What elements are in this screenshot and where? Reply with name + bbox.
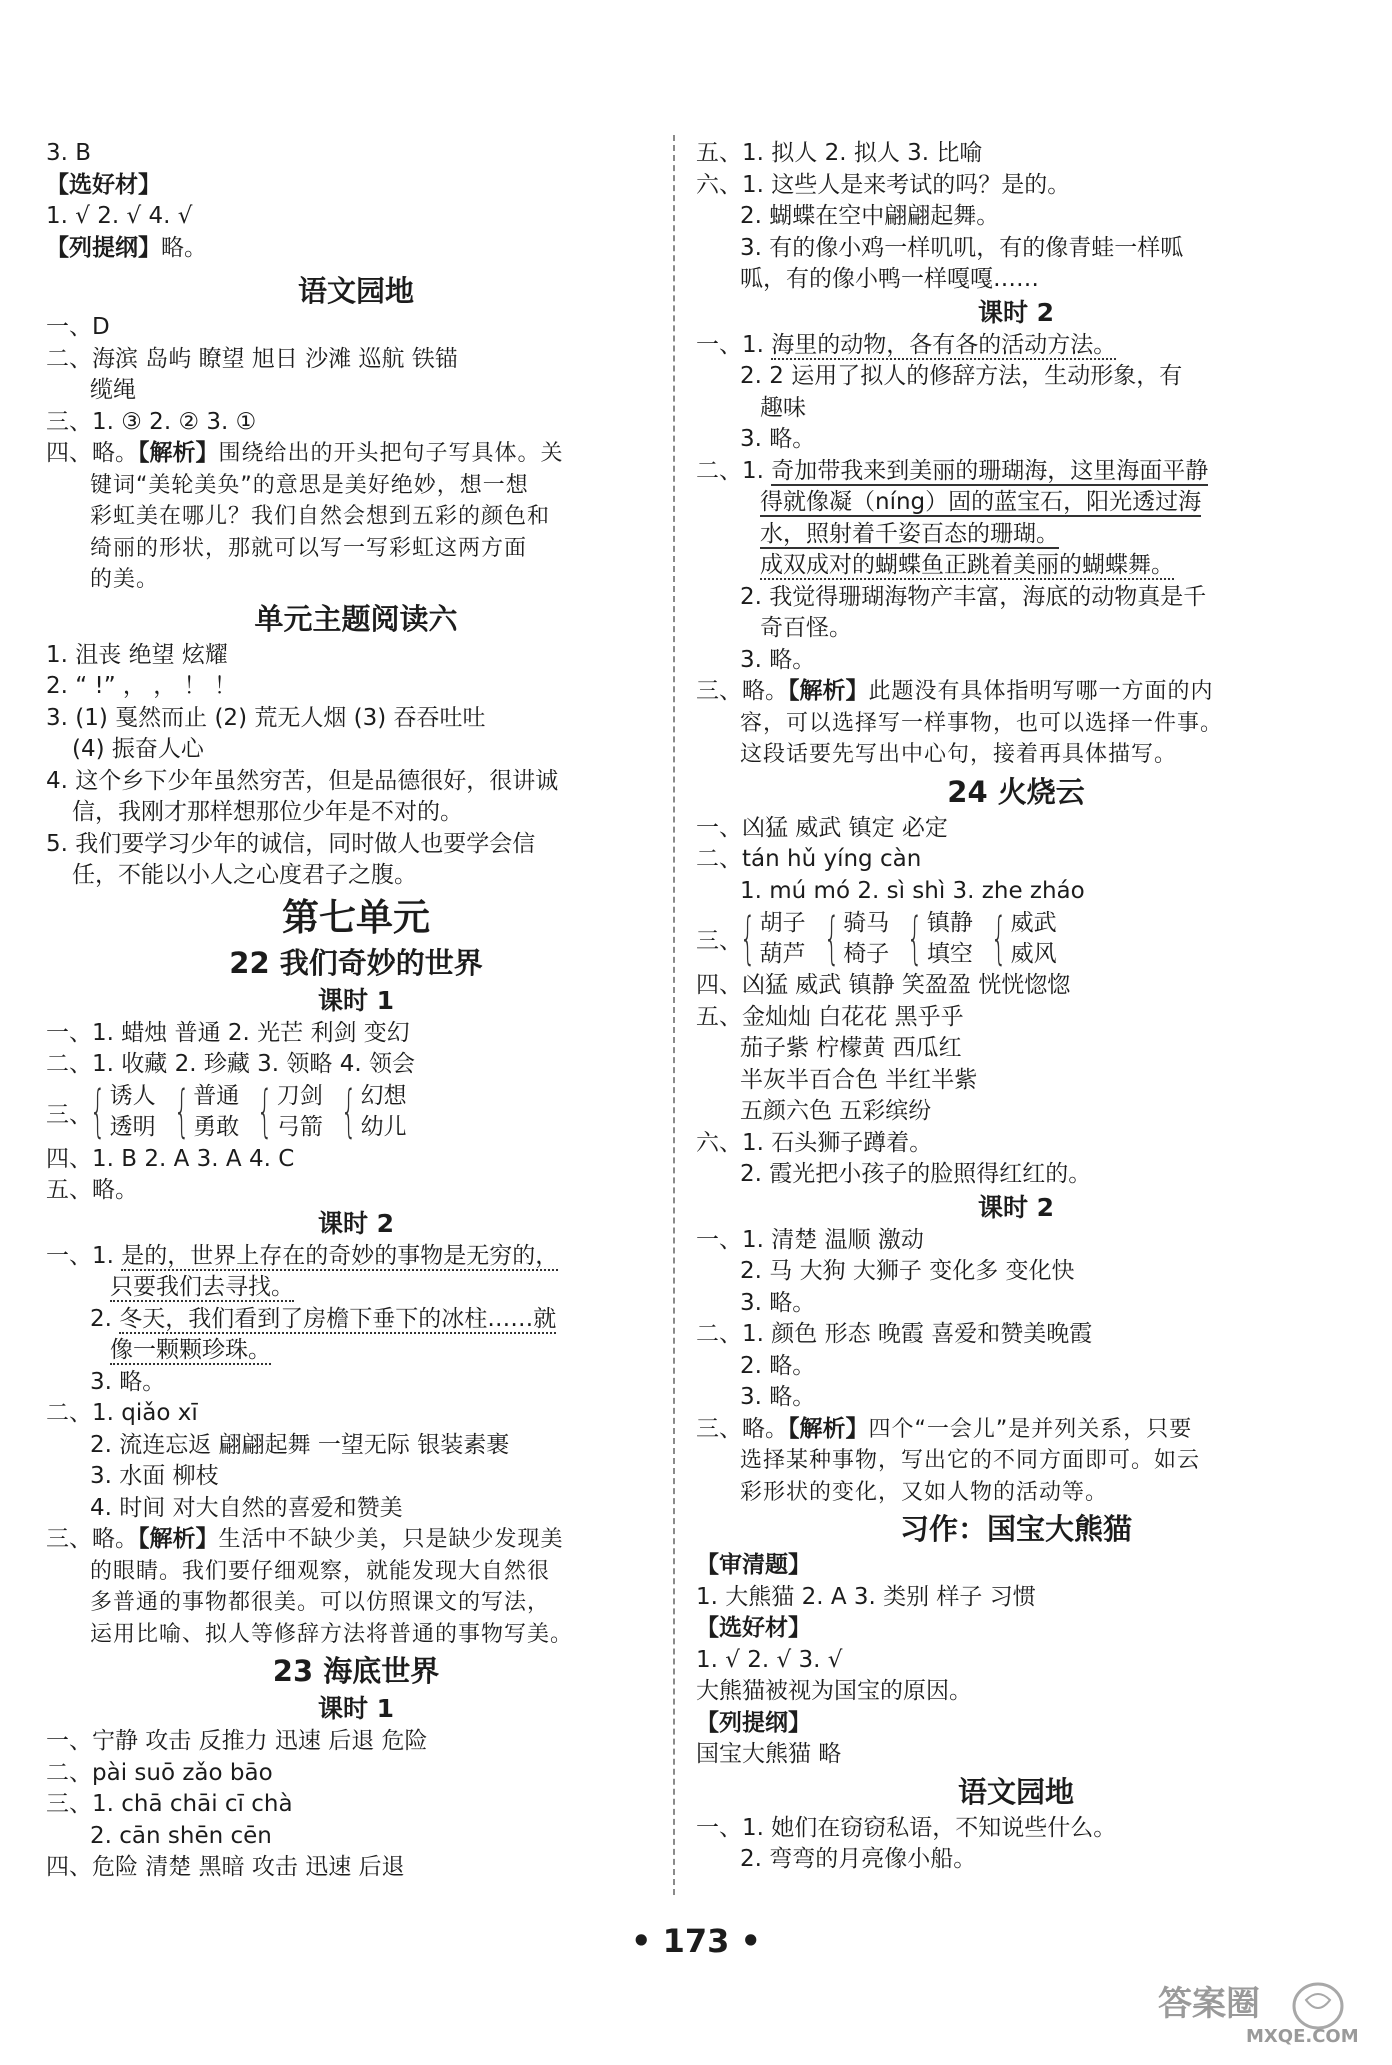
word-pair (90, 1081, 156, 1143)
underlined-text: 奇加带我来到美丽的珊瑚海，这里海面平静 (771, 457, 1209, 484)
analysis-text: 的美。 (90, 567, 160, 592)
lesson-heading: 24 火烧云 (947, 774, 1085, 809)
word-pair (257, 1081, 323, 1143)
answer-line: 2. 霞光把小孩子的脸照得红红的。 (740, 1161, 1092, 1187)
answer-line: 趣味 (760, 394, 806, 421)
section-tag: 【审清题】 (696, 1552, 811, 1578)
underlined-text: 水，照射着千姿百态的珊瑚。 (760, 520, 1059, 547)
period-heading: 课时 1 (317, 1694, 395, 1723)
page-number (0, 1922, 1392, 1960)
answer-line: 大熊猫被视为国宝的原因。 (696, 1678, 972, 1704)
question-number: 三、 (696, 928, 742, 954)
answer-line (46, 233, 666, 265)
word: 普通 (193, 1083, 240, 1109)
answer-line: 二、pài suō zǎo bāo (46, 1759, 273, 1786)
unit-heading: 第七单元 (282, 894, 430, 939)
answer-line: 四、1. B 2. A 3. A 4. C (46, 1145, 295, 1172)
underlined-text: 冬天，我们看到了房檐下垂下的冰柱……就 (119, 1305, 557, 1332)
brace-glyph: { (739, 905, 756, 971)
underlined-text: 只要我们去寻找。 (110, 1274, 294, 1300)
answer-line: 2. 蝴蝶在空中翩翩起舞。 (740, 203, 1000, 229)
answer-line: 缆绳 (90, 377, 136, 403)
word: 胡子 (759, 909, 806, 936)
answer-line (696, 1414, 1336, 1446)
answer-line: 2. 我觉得珊瑚海物产丰富，海底的动物真是千 (740, 583, 1207, 610)
underlined-text: 成双成对的蝴蝶鱼正跳着美丽的蝴蝶舞。 (760, 552, 1174, 578)
brace-glyph: { (990, 905, 1007, 971)
right-column (696, 138, 1336, 1876)
word-pair (907, 905, 973, 971)
answer-line (46, 1335, 666, 1367)
word-pair (174, 1081, 240, 1143)
answer-line: 一、1. 清楚 温顺 激动 (696, 1226, 924, 1253)
analysis-text: 此题没有具体指明写哪一方面的内 (868, 679, 1214, 704)
answer-line: 4. 这个乡下少年虽然穷苦，但是品德很好，很讲诚 (46, 767, 559, 794)
answer-line (696, 330, 1336, 362)
answer-line: 3. 略。 (740, 1384, 816, 1410)
word-pair (341, 1081, 407, 1143)
answer-line (46, 438, 666, 470)
answer-text: 三、略。 (696, 678, 788, 704)
answer-text: 一、1. (46, 1242, 122, 1269)
underlined-text: 得就像凝（níng）固的蓝宝石，阳光透过海 (760, 489, 1202, 515)
answer-line (696, 456, 1336, 488)
answer-line: 5. 我们要学习少年的诚信，同时做人也要学会信 (46, 830, 536, 857)
word-pair (990, 905, 1057, 971)
lesson-heading: 23 海底世界 (272, 1654, 440, 1688)
word: 弓箭 (276, 1114, 323, 1140)
analysis-tag: 【解析】 (138, 440, 219, 466)
answer-line: 1. 沮丧 绝望 炫耀 (46, 641, 228, 668)
answer-line: 1. √ 2. √ 3. √ (696, 1646, 843, 1673)
column-divider (673, 135, 675, 1895)
answer-line (46, 1241, 666, 1273)
analysis-text: 选择某种事物，写出它的不同方面即可。如云 (740, 1448, 1201, 1473)
word: 诱人 (109, 1083, 156, 1109)
answer-line: 2. cān shēn cēn (90, 1822, 272, 1849)
answer-text: 二、1. (696, 457, 772, 484)
word: 镇静 (926, 909, 973, 936)
answer-line: (4) 振奋人心 (72, 736, 204, 762)
answer-text: 一、1. (696, 331, 772, 358)
word: 勇敢 (193, 1114, 240, 1140)
word: 威风 (1010, 940, 1057, 967)
answer-line: 四、危险 清楚 黑暗 攻击 迅速 后退 (46, 1854, 405, 1880)
word: 威武 (1010, 909, 1057, 936)
bullet-dot: • (729, 1922, 761, 1960)
answer-line: 二、1. qiǎo xī (46, 1400, 198, 1426)
answer-line (696, 550, 1336, 582)
analysis-text: 键词“美轮美奂”的意思是美好绝妙，想一想 (90, 472, 529, 498)
answer-line: 3. 略。 (90, 1368, 166, 1395)
period-heading: 课时 1 (317, 985, 395, 1015)
answer-line (696, 519, 1336, 551)
answer-line (696, 676, 1336, 708)
answer-line: 一、1. 蜡烛 普通 2. 光芒 利剑 变幻 (46, 1019, 410, 1046)
period-heading: 课时 2 (977, 297, 1055, 327)
answer-line: 奇百怪。 (760, 615, 852, 641)
answer-line: 五、金灿灿 白花花 黑乎乎 (696, 1003, 964, 1030)
answer-line: 一、凶猛 威武 镇定 必定 (696, 814, 948, 841)
answer-line: 二、tán hǔ yíng càn (696, 846, 922, 872)
answer-line: 1. mú mó 2. sì shì 3. zhe zháo (740, 877, 1085, 904)
left-column (46, 138, 666, 1884)
word: 幻想 (360, 1083, 407, 1109)
answer-line: 二、1. 颜色 形态 晚霞 喜爱和赞美晚霞 (696, 1321, 1093, 1347)
answer-line: 茄子紫 柠檬黄 西瓜红 (740, 1035, 962, 1061)
analysis-text: 彩虹美在哪儿？我们自然会想到五彩的颜色和 (90, 504, 551, 529)
answer-line: 一、D (46, 314, 110, 340)
underlined-text: 是的，世界上存在的奇妙的事物是无穷的， (121, 1242, 559, 1269)
answer-line: 三、1. chā chāi cī chà (46, 1791, 293, 1817)
word-pair (823, 905, 890, 971)
analysis-text: 彩形状的变化，又如人物的活动等。 (740, 1479, 1109, 1505)
answer-line: 六、1. 这些人是来考试的吗？是的。 (696, 171, 1071, 198)
answer-line (46, 1304, 666, 1336)
word: 骑马 (843, 909, 890, 936)
question-number: 三、 (46, 1101, 92, 1128)
word-pair (739, 905, 806, 971)
analysis-text: 四个“一会儿”是并列关系，只要 (868, 1416, 1193, 1442)
answer-line: 2. 弯弯的月亮像小船。 (740, 1846, 977, 1872)
brace-glyph: { (340, 1079, 357, 1144)
section-tag: 【列提纲】 (696, 1709, 811, 1736)
answer-line (46, 1272, 666, 1304)
page-number-text: 173 (662, 1922, 730, 1960)
answer-line: 四、凶猛 威武 镇静 笑盈盈 恍恍惚惚 (696, 972, 1071, 998)
analysis-text: 这段话要先写出中心句，接着再具体描写。 (740, 742, 1178, 767)
analysis-text: 围绕给出的开头把句子写具体。关 (218, 441, 564, 466)
answer-text: 三、略。 (46, 1526, 138, 1552)
word: 葫芦 (759, 940, 806, 967)
answer-line: 二、海滨 岛屿 瞭望 旭日 沙滩 巡航 铁锚 (46, 345, 458, 372)
answer-line: 呱，有的像小鸭一样嘎嘎…… (740, 266, 1039, 292)
section-tag: 【选好材】 (46, 171, 161, 198)
analysis-text: 绮丽的形状，那就可以写一写彩虹这两方面 (90, 535, 528, 561)
answer-line: 国宝大熊猫 略 (696, 1741, 842, 1767)
brace-glyph: { (907, 905, 924, 971)
analysis-text: 运用比喻、拟人等修辞方法将普通的事物写美。 (90, 1621, 574, 1647)
answer-line: 3. 水面 柳枝 (90, 1463, 219, 1489)
answer-line: 六、1. 石头狮子蹲着。 (696, 1129, 933, 1156)
answer-line: 4. 时间 对大自然的喜爱和赞美 (90, 1494, 403, 1521)
answer-line: 半灰半百合色 半红半紫 (740, 1066, 978, 1093)
answer-line (46, 1524, 666, 1556)
answer-line: 2. 略。 (740, 1352, 816, 1379)
answer-line (696, 487, 1336, 519)
answer-line: 3. 有的像小鸡一样叽叽，有的像青蛙一样呱 (740, 234, 1184, 261)
brace-glyph: { (257, 1079, 274, 1144)
answer-line: 一、1. 她们在窃窃私语，不知说些什么。 (696, 1814, 1117, 1841)
analysis-tag: 【解析】 (788, 1415, 869, 1442)
answer-line: 2. 2 运用了拟人的修辞方法，生动形象，有 (740, 363, 1183, 389)
answer-line: 信，我刚才那样想那位少年是不对的。 (72, 799, 463, 825)
answer-text: 2. (90, 1305, 120, 1332)
answer-line: 2. 马 大狗 大狮子 变化多 变化快 (740, 1258, 1075, 1284)
answer-line: 一、宁静 攻击 反推力 迅速 后退 危险 (46, 1728, 428, 1754)
answer-line: 1. 大熊猫 2. A 3. 类别 样子 习惯 (696, 1583, 1036, 1610)
answer-line: 五、1. 拟人 2. 拟人 3. 比喻 (696, 140, 983, 166)
word: 椅子 (843, 940, 890, 967)
answer-line: 3. B (46, 140, 92, 166)
section-heading: 语文园地 (957, 1774, 1074, 1809)
answer-line: 二、1. 收藏 2. 珍藏 3. 领略 4. 领会 (46, 1051, 415, 1077)
word: 透明 (109, 1114, 156, 1140)
underlined-text: 海里的动物，各有各的活动方法。 (771, 331, 1117, 358)
answer-line: 3. 略。 (740, 1289, 816, 1316)
brace-glyph: { (173, 1079, 190, 1144)
watermark-logo (1150, 1970, 1370, 2050)
bullet-dot: • (631, 1922, 663, 1960)
watermark-main: 答案圈 (1158, 1984, 1260, 2024)
answer-line: 五颜六色 五彩缤纷 (740, 1098, 932, 1124)
answer-text: 略。 (161, 234, 207, 261)
analysis-text: 生活中不缺少美，只是缺少发现美 (218, 1527, 564, 1552)
answer-text: 四、略。 (46, 440, 138, 466)
answer-line: 3. (1) 戛然而止 (2) 荒无人烟 (3) 吞吞吐吐 (46, 704, 486, 731)
answer-line: 1. √ 2. √ 4. √ (46, 203, 193, 229)
watermark-sub: MXQE.COM (1246, 2026, 1359, 2047)
analysis-text: 容，可以选择写一样事物，也可以选择一件事。 (740, 710, 1224, 736)
period-heading: 课时 2 (317, 1208, 395, 1238)
answer-text: 三、略。 (696, 1415, 788, 1442)
analysis-tag: 【解析】 (788, 678, 869, 704)
period-heading: 课时 2 (977, 1192, 1055, 1222)
brace-glyph: { (89, 1079, 106, 1144)
analysis-text: 的眼睛。我们要仔细观察，就能发现大自然很 (90, 1558, 551, 1584)
lesson-heading: 习作：国宝大熊猫 (899, 1512, 1132, 1546)
answer-line: 三、1. ③ 2. ② 3. ① (46, 408, 257, 435)
answer-line: 3. 略。 (740, 426, 816, 452)
answer-line: 3. 略。 (740, 646, 816, 673)
underlined-text: 像一颗颗珍珠。 (110, 1337, 271, 1363)
answer-line: 任，不能以小人之心度君子之腹。 (72, 862, 417, 888)
word-pair-group (696, 907, 1336, 970)
brace-glyph: { (823, 905, 840, 971)
word: 刀剑 (276, 1083, 323, 1109)
answer-line: 五、略。 (46, 1177, 138, 1203)
answer-line: 2. 流连忘返 翩翩起舞 一望无际 银装素裹 (90, 1431, 510, 1458)
analysis-text: 多普通的事物都很美。可以仿照课文的写法， (90, 1590, 551, 1615)
word-pair-group (46, 1081, 666, 1144)
section-tag: 【列提纲】 (46, 234, 161, 261)
section-heading: 单元主题阅读六 (254, 601, 458, 636)
lesson-heading: 22 我们奇妙的世界 (229, 945, 483, 980)
section-heading: 语文园地 (297, 274, 414, 308)
word: 填空 (926, 940, 973, 967)
analysis-tag: 【解析】 (138, 1526, 219, 1552)
answer-line: 2. “ !” ， ， ！ ！ (46, 673, 237, 699)
word: 幼儿 (360, 1114, 407, 1140)
section-tag: 【选好材】 (696, 1615, 811, 1641)
